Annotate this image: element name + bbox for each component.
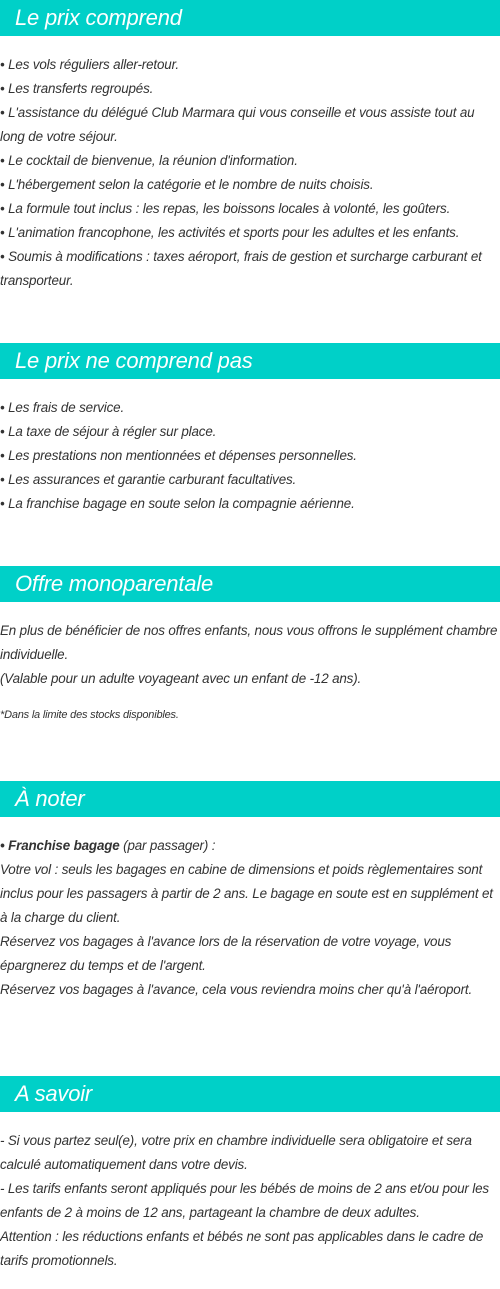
section-title-good-to-know: A savoir <box>0 1076 500 1112</box>
section-title-to-note: À noter <box>0 781 500 817</box>
section-to-note <box>0 781 500 1002</box>
to-note-text <box>0 834 500 1002</box>
single-parent-offer-text <box>0 619 500 723</box>
list-item: • La formule tout inclus : les repas, les boissons locales à volonté, les goûters. <box>0 201 451 216</box>
section-price-includes <box>0 0 500 293</box>
list-item: • Les transferts regroupés. <box>0 81 154 96</box>
paragraph: - Les tarifs enfants seront appliqués pour les bébés de moins de 2 ans et/ou pour les enfants de 2 à moins de 12 ans, partageant la chambre de deux adultes. <box>0 1181 489 1220</box>
paragraph: - Si vous partez seul(e), votre prix en chambre individuelle sera obligatoire et sera calculé automatiquement dans votre devis. <box>0 1133 472 1172</box>
section-good-to-know <box>0 1076 500 1273</box>
list-item: • La taxe de séjour à régler sur place. <box>0 424 217 439</box>
section-title-price-excludes: Le prix ne comprend pas <box>0 343 500 379</box>
list-item: • Les prestations non mentionnées et dépenses personnelles. <box>0 448 357 463</box>
list-item: • Les frais de service. <box>0 400 125 415</box>
list-item: • L'hébergement selon la catégorie et le nombre de nuits choisis. <box>0 177 374 192</box>
paragraph: Réservez vos bagages à l'avance lors de la réservation de votre voyage, vous épargnerez du temps et de l'argent. <box>0 934 452 973</box>
baggage-heading <box>0 834 500 858</box>
price-excludes-list <box>0 396 500 516</box>
paragraph: (Valable pour un adulte voyageant avec un enfant de -12 ans). <box>0 671 362 686</box>
footnote: *Dans la limite des stocks disponibles. <box>0 709 179 721</box>
baggage-heading-bold: • Franchise bagage <box>0 838 120 853</box>
section-title-single-parent-offer: Offre monoparentale <box>0 566 500 602</box>
list-item: • Le cocktail de bienvenue, la réunion d'information. <box>0 153 298 168</box>
paragraph: Réservez vos bagages à l'avance, cela vous reviendra moins cher qu'à l'aéroport. <box>0 982 473 997</box>
section-title-price-includes: Le prix comprend <box>0 0 500 36</box>
list-item: • L'animation francophone, les activités et sports pour les adultes et les enfants. <box>0 225 460 240</box>
list-item: • L'assistance du délégué Club Marmara qui vous conseille et vous assiste tout au long de votre séjour. <box>0 105 475 144</box>
price-includes-list <box>0 53 500 293</box>
section-single-parent-offer <box>0 566 500 723</box>
paragraph: Votre vol : seuls les bagages en cabine de dimensions et poids règlementaires sont inclus pour les passagers à partir de 2 ans. Le bagage en soute est en supplément et à la charge du client. <box>0 862 493 925</box>
list-item: • La franchise bagage en soute selon la compagnie aérienne. <box>0 496 355 511</box>
list-item: • Soumis à modifications : taxes aéroport, frais de gestion et surcharge carburant et transporteur. <box>0 249 482 288</box>
paragraph: En plus de bénéficier de nos offres enfants, nous vous offrons le supplément chambre individuelle. <box>0 623 498 662</box>
paragraph: Attention : les réductions enfants et bébés ne sont pas applicables dans le cadre de tarifs promotionnels. <box>0 1229 484 1268</box>
list-item: • Les vols réguliers aller-retour. <box>0 57 179 72</box>
section-price-excludes <box>0 343 500 516</box>
good-to-know-text <box>0 1129 500 1273</box>
list-item: • Les assurances et garantie carburant facultatives. <box>0 472 297 487</box>
baggage-heading-rest: (par passager) : <box>119 838 216 853</box>
